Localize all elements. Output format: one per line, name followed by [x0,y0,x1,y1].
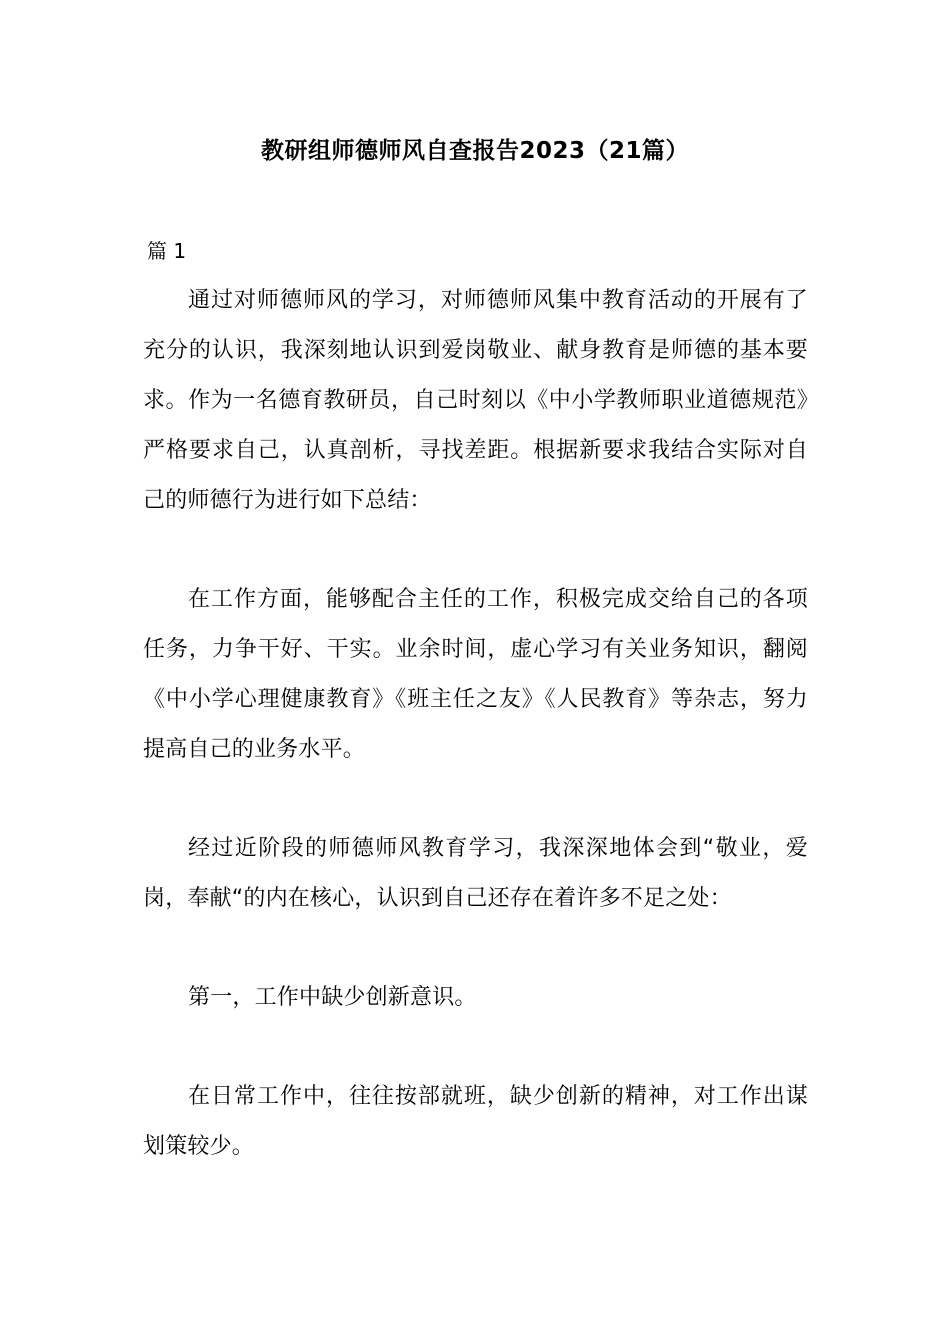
section-label: 篇 1 [147,239,187,263]
paragraph: 第一，工作中缺少创新意识。 [188,985,477,1010]
paragraph: 经过近阶段的师德师风教育学习，我深深地体会到“敬业，爱岗，奉献“的内在核心，认识到自己还存在着许多不足之处： [143,836,808,911]
document-title: 教研组师德师风自查报告2023（21篇） [260,138,690,164]
paragraph: 在日常工作中，往往按部就班，缺少创新的精神，对工作出谋划策较少。 [143,1084,808,1159]
paragraph: 在工作方面，能够配合主任的工作，积极完成交给自己的各项任务，力争干好、干实。业余时间，虚心学习有关业务知识，翻阅《中小学心理健康教育》《班主任之友》《人民教育》等杂志，努力提高自己的业务水平。 [143,587,808,762]
paragraph: 通过对师德师风的学习，对师德师风集中教育活动的开展有了充分的认识，我深刻地认识到爱岗敬业、献身教育是师德的基本要求。作为一名德育教研员，自己时刻以《中小学教师职业道德规范》严格要求自己，认真剖析，寻找差距。根据新要求我结合实际对自己的师德行为进行如下总结： [143,288,808,513]
